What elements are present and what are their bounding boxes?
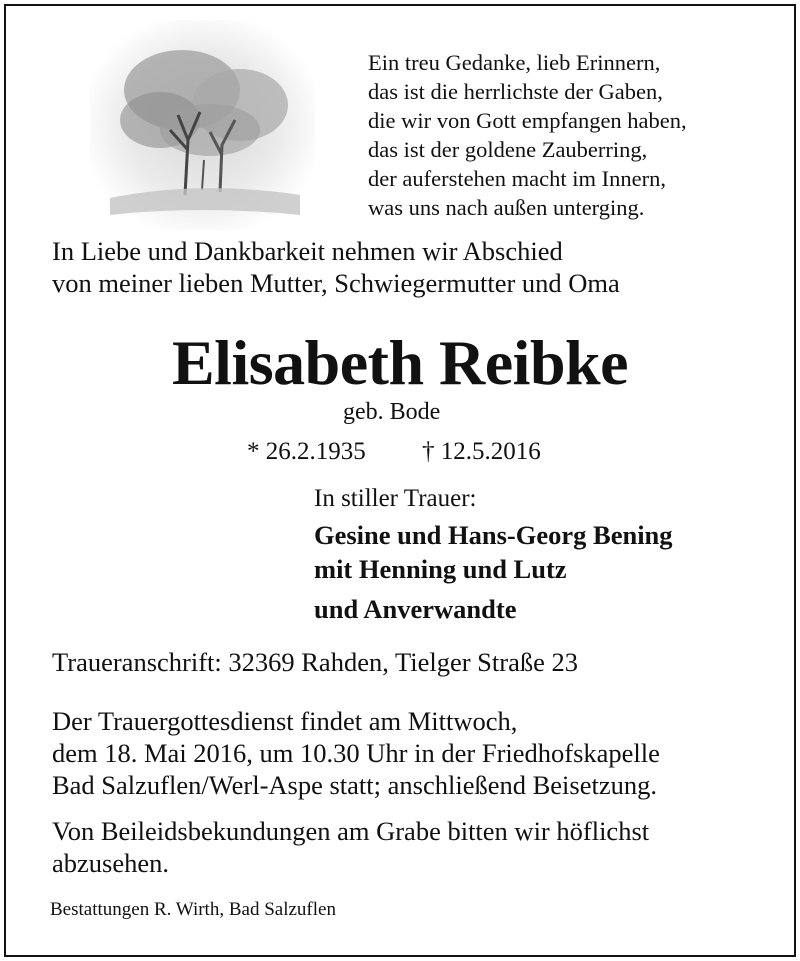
mourner-name: Gesine und Hans-Georg Bening (314, 520, 673, 550)
service-info (52, 705, 660, 801)
mourner-name: und Anverwandte (314, 594, 517, 624)
death-date: † 12.5.2016 (422, 438, 541, 465)
mourning-address: Traueranschrift: 32369 Rahden, Tielger Straße 23 (52, 647, 579, 677)
poem-line: Ein treu Gedanke, lieb Erinnern, (368, 50, 661, 75)
poem-line: die wir von Gott empfangen haben, (368, 108, 687, 133)
poem-line: das ist die herrlichste der Gaben, (368, 79, 663, 104)
condolences-line: abzusehen. (52, 848, 169, 878)
tree-icon (90, 20, 315, 230)
deceased-name: Elisabeth Reibke (171, 327, 629, 398)
mourner-name: mit Henning und Lutz (314, 554, 567, 584)
intro-line: von meiner lieben Mutter, Schwiegermutter und Oma (52, 268, 620, 298)
poem-line: was uns nach außen unterging. (368, 195, 645, 220)
service-line: Der Trauergottesdienst findet am Mittwoch, (52, 706, 518, 736)
mourners-label: In stiller Trauer: (314, 485, 477, 512)
service-line: dem 18. Mai 2016, um 10.30 Uhr in der Friedhofskapelle (52, 738, 660, 768)
birth-date: * 26.2.1935 (247, 438, 366, 465)
condolences-line: Von Beileidsbekundungen am Grabe bitten wir höflichst (52, 816, 650, 846)
poem-line: das ist der goldene Zauberring, (368, 137, 648, 162)
intro-line: In Liebe und Dankbarkeit nehmen wir Abschied (52, 236, 563, 266)
funeral-home: Bestattungen R. Wirth, Bad Salzuflen (50, 899, 336, 920)
maiden-name: geb. Bode (343, 399, 441, 425)
condolences-note (52, 815, 649, 879)
tree-illustration (90, 20, 315, 230)
poem (368, 48, 687, 222)
service-line: Bad Salzuflen/Werl-Aspe statt; anschließend Beisetzung. (52, 770, 657, 800)
intro-text (52, 235, 620, 299)
poem-line: der auferstehen macht im Innern, (368, 166, 666, 191)
